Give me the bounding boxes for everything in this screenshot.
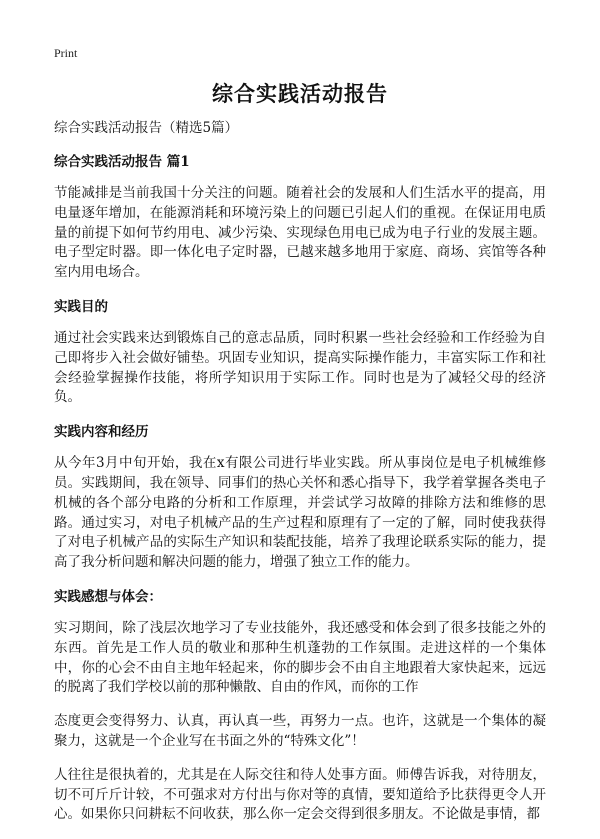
document-body [54,118,546,839]
section-heading: 实践内容和经历 [54,424,149,441]
paragraph: 通过社会实践来达到锻炼自己的意志品质，同时积累一些社会经验和工作经验为自己即将步入社会做好铺垫。巩固专业知识，提高实际操作能力，丰富实际工作和社会经验掌握操作技能，将所学知识用于实际工作。同时也是为了减轻父母的经济负。 [54,329,546,406]
section-heading: 综合实践活动报告 篇1 [54,154,190,170]
section-heading: 实践目的 [54,298,108,315]
document-subtitle: 综合实践活动报告（精选5篇） [54,120,239,136]
document-title: 综合实践活动报告 [212,81,388,106]
section-heading: 实践感想与体会： [54,588,162,605]
print-link[interactable]: Print [54,46,78,60]
paragraph: 实习期间，除了浅层次地学习了专业技能外，我还感受和体会到了很多技能之外的东西。首先是工作人员的敬业和那种生机蓬勃的工作氛围。走进这样的一个集体中，你的心会不由自主地年轻起来，你的脚步会不由自主地跟着大家快起来，远远的脱离了我们学校以前的那种懒散、自由的作风，而你的工作 [54,619,546,696]
paragraph: 态度更会变得努力、认真，再认真一些，再努力一点。也许，这就是一个集体的凝聚力，这就是一个企业写在书面之外的“特殊文化”！ [54,713,546,749]
paragraph: 人往往是很执着的，尤其是在人际交往和待人处事方面。师傅告诉我，对待朋友，切不可斤斤计较，不可强求对方付出与你对等的真情，要知道给予比获得更令人开心。如果你只问耕耘不问收获，那么你一定会交得到很多朋友。不论做是事情，都 [54,766,546,823]
paragraph: 节能减排是当前我国十分关注的问题。随着社会的发展和人们生活水平的提高，用电量逐年增加，在能源消耗和环境污染上的问题已引起人们的重视。在保证用电质量的前提下如何节约用电、减少污染、实现绿色用电已成为电子行业的发展主题。电子型定时器。即一体化电子定时器，已越来越多地用于家庭、商场、宾馆等各种室内用电场合。 [54,185,546,281]
paragraph: 从今年3月中旬开始，我在x有限公司进行毕业实践。所从事岗位是电子机械维修员。实践期间，我在领导、同事们的热心关怀和悉心指导下，我学着掌握各类电子机械的各个部分电路的分析和工作原理，并尝试学习故障的排除方法和维修的思路。通过实习，对电子机械产品的生产过程和原理有了一定的了解，同时使我获得了对电子机械产品的实际生产知识和装配技能，培养了我理论联系实际的能力，提高了我分析问题和解决问题的能力，增强了独立工作的能力。 [54,455,546,571]
